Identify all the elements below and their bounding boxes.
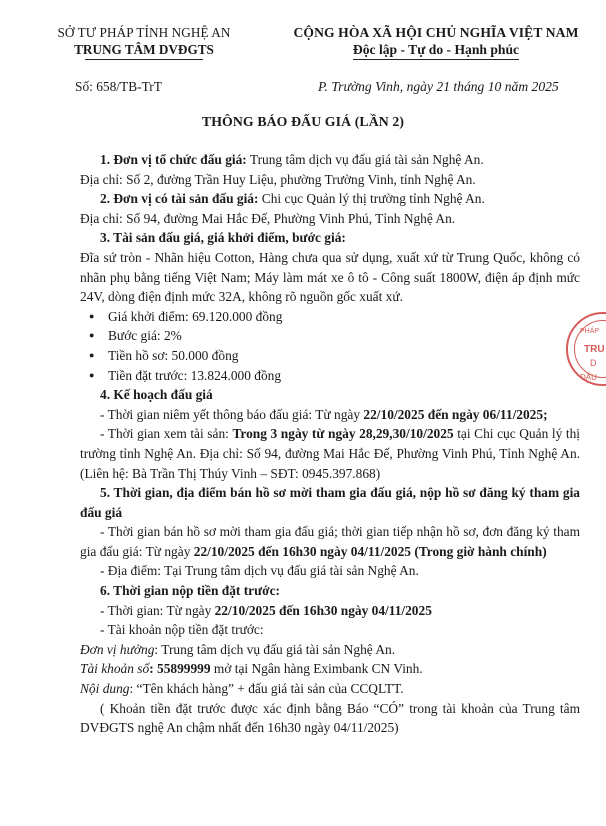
section-6-content <box>80 679 580 699</box>
seal-text-middle: D <box>590 358 597 368</box>
section-2-owner <box>80 189 580 209</box>
seal-text-top: PHÁP <box>580 328 600 335</box>
issuer-header <box>30 24 258 60</box>
account-label: Tài khoản số <box>80 661 150 677</box>
posting-time-value: 22/10/2025 đến ngày 06/11/2025; <box>363 406 548 422</box>
section-6-account-intro: - Tài khoản nộp tiền đặt trước: <box>100 622 264 638</box>
posting-time-label: - Thời gian niêm yết thông báo đấu giá: Từ ngày <box>100 406 364 422</box>
section-4-posting-time <box>80 405 580 425</box>
list-item-dossier-fee: ● Tiền hồ sơ: 50.000 đồng <box>80 346 580 366</box>
section-4-viewing-time <box>80 424 580 483</box>
sale-time-value: 22/10/2025 đến 16h30 ngày 04/11/2025 (Trong giờ hành chính) <box>193 543 547 559</box>
section-3-description: Đĩa sứ tròn - Nhãn hiệu Cotton, Hàng chưa qua sử dụng, xuất xứ từ Trung Quốc, không có nhãn phụ bằng tiếng Việt Nam; Máy làm mát xe ô tô - Công suất 1800W, điện áp định mức 24V, dòng điện định mức 32A, không rõ nguồn gốc xuất xứ. <box>80 249 580 305</box>
date-line: P. Trường Vinh, ngày 21 tháng 10 năm 2025 <box>318 79 559 94</box>
section-6-heading: 6. Thời gian nộp tiền đặt trước: <box>100 583 280 599</box>
viewing-time-label: - Thời gian xem tài sản: <box>100 426 233 442</box>
section-6-time <box>80 601 580 621</box>
list-item-deposit: ● Tiền đặt trước: 13.824.000 đồng <box>80 366 580 386</box>
issuer-center: TRUNG TÂM DVĐGTS <box>74 42 214 57</box>
beneficiary-label: Đơn vị hưởng <box>80 641 155 657</box>
sale-time-label: - Thời gian bán hồ sơ mời tham gia đấu giá; thời gian tiếp nhận hồ sơ, đơn đăng ký tham gia đấu giá: Từ ngày <box>80 524 580 559</box>
document-number: Số: 658/TB-TrT <box>75 79 162 94</box>
issuer-department: SỞ TƯ PHÁP TỈNH NGHỆ AN <box>57 25 231 40</box>
seal-text-bottom: ĐẤU <box>580 373 597 382</box>
account-bank: mở tại Ngân hàng Eximbank CN Vinh. <box>210 661 423 677</box>
section-6-account <box>80 659 580 679</box>
document-title: THÔNG BÁO ĐẤU GIÁ (LẦN 2) <box>201 114 405 129</box>
national-motto: Độc lập - Tự do - Hạnh phúc <box>352 42 520 57</box>
deposit-time-value: 22/10/2025 đến 16h30 ngày 04/11/2025 <box>214 602 432 618</box>
section-1-value: Trung tâm dịch vụ đấu giá tài sản Nghệ An. <box>246 152 484 167</box>
section-4-heading: 4. Kế hoạch đấu giá <box>100 387 213 403</box>
viewing-time-details: tại Chi cục Quản lý thị trường tỉnh Nghệ An. Địa chỉ: Số 94, đường Mai Hắc Đế, Phường Vinh Phú, Tỉnh Nghệ An. (Liên hệ: Bà Trần Thị Thúy Vinh – SĐT: 0945.397.868) <box>80 426 580 481</box>
section-2-heading: 2. Đơn vị có tài sản đấu giá: <box>100 191 259 207</box>
national-header <box>278 24 594 60</box>
section-6-note: ( Khoản tiền đặt trước được xác định bằng Báo “CÓ” trong tài khoản của Trung tâm DVĐGTS nghệ An chậm nhất đến 16h30 ngày 04/11/2025) <box>80 700 580 736</box>
national-name: CỘNG HÒA XÃ HỘI CHỦ NGHĨA VIỆT NAM <box>293 25 579 40</box>
section-2-value: Chi cục Quản lý thị trường tỉnh Nghệ An. <box>258 191 485 207</box>
deposit-time-label: - Thời gian: Từ ngày <box>100 602 215 618</box>
list-item-starting-price: ● Giá khởi điểm: 69.120.000 đồng <box>80 307 580 327</box>
content-label: Nội dung <box>80 681 130 697</box>
section-3-heading: 3. Tài sản đấu giá, giá khởi điểm, bước giá: <box>100 230 346 246</box>
section-6-beneficiary <box>80 640 580 660</box>
list-item-bid-step: ● Bước giá: 2% <box>80 326 580 346</box>
viewing-time-value: Trong 3 ngày từ ngày 28,29,30/10/2025 <box>232 426 454 442</box>
motto-underline <box>353 59 519 60</box>
section-1-organizer <box>80 150 580 170</box>
section-5-place: - Địa điểm: Tại Trung tâm dịch vụ đấu giá tài sản Nghệ An. <box>100 563 419 579</box>
seal-text-main: TRU <box>584 344 605 355</box>
section-5-heading: 5. Thời gian, địa điểm bán hồ sơ mời tham gia đấu giá, nộp hồ sơ đăng ký tham gia đấu giá <box>80 485 580 520</box>
section-2-address: Địa chỉ: Số 94, đường Mai Hắc Đế, Phường Vinh Phú, Tỉnh Nghệ An. <box>80 210 456 226</box>
account-number: : 55899999 <box>149 661 211 677</box>
section-1-heading: 1. Đơn vị tổ chức đấu giá: <box>100 152 247 167</box>
section-3-price-list <box>80 307 580 385</box>
issuer-underline <box>85 59 203 60</box>
section-1-address: Địa chỉ: Số 2, đường Trần Huy Liệu, phường Trường Vinh, tỉnh Nghệ An. <box>80 171 476 187</box>
beneficiary-value: : Trung tâm dịch vụ đấu giá tài sản Nghệ An. <box>154 641 396 657</box>
section-5-time <box>80 522 580 561</box>
content-value: : “Tên khách hàng” + đấu giá tài sản của CCQLTT. <box>129 681 404 697</box>
document-body <box>80 150 580 738</box>
